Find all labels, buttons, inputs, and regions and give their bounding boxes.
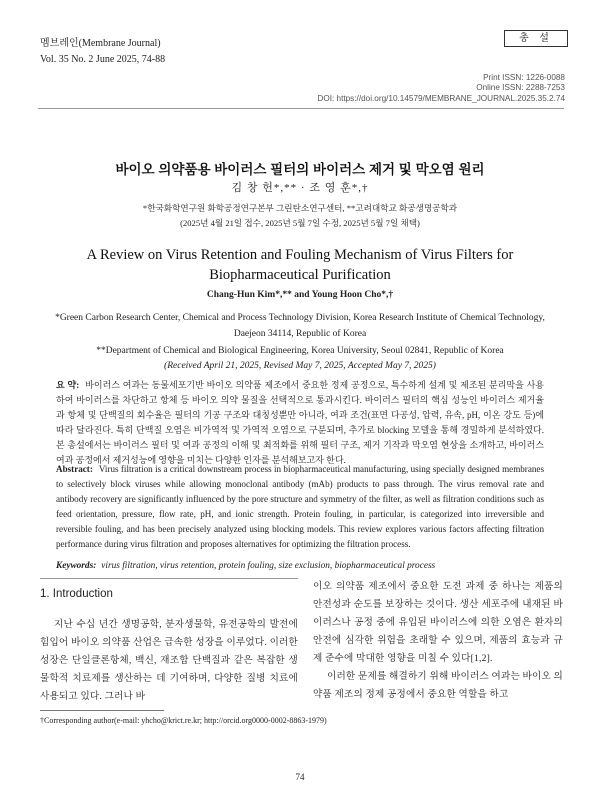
- header-divider: [38, 108, 564, 109]
- doi-link[interactable]: DOI: https://doi.org/10.14579/MEMBRANE_JOURNAL.2025.35.2.74: [317, 94, 565, 103]
- intro-right-column: [313, 578, 563, 704]
- english-affiliation-1: *Green Carbon Research Center, Chemical and Process Technology Division, Korea Research Institute of Chemical Technology,: [55, 313, 545, 323]
- online-issn: Online ISSN: 2288-7253: [476, 83, 565, 92]
- english-abstract-text: Virus filtration is a critical downstream process in biopharmaceutical manufacturing, using specially designed membranes to selectively block viruses while allowing monoclonal antibody (mAb) products to pass through. The virus removal rate and antibody recovery are significantly influenced by the pore structure and symmetry of the filter, as well as filtration conditions such as feed orientation, pressure, flow rate, pH, and ionic strength. Protein fouling, in particular, is categorized into irreversible and reversible fouling, and has been precisely analyzed using blocking models. This review explores various factors affecting filtration performance during virus filtration and proposes alternatives for optimizing the filtration process.: [56, 464, 544, 549]
- volume-issue: Vol. 35 No. 2 June 2025, 74-88: [40, 54, 166, 65]
- print-issn: Print ISSN: 1226-0088: [483, 73, 565, 82]
- english-title-line1: A Review on Virus Retention and Fouling Mechanism of Virus Filters for: [86, 247, 514, 263]
- korean-abstract: [56, 378, 544, 468]
- korean-title: 바이오 의약품용 바이러스 필터의 바이러스 제거 및 막오염 원리: [115, 162, 485, 177]
- english-abstract-label: Abstract:: [56, 464, 93, 474]
- page-number: 74: [295, 772, 305, 782]
- korean-affiliation: *한국화학연구원 화학공정연구본부 그린탄소연구센터, **고려대학교 화공생명공학과: [142, 203, 458, 213]
- korean-authors: 김 창 헌*,** · 조 영 훈*,†: [231, 182, 369, 194]
- english-affiliation-2: **Department of Chemical and Biological Engineering, Korea University, Seoul 02841, Republic of Korea: [96, 346, 504, 356]
- keywords-text: virus filtration, virus retention, protein fouling, size exclusion, biopharmaceutical process: [101, 561, 436, 571]
- keywords: [56, 561, 544, 571]
- korean-dates: (2025년 4월 21일 접수, 2025년 5월 7일 수정, 2025년 5월 7일 채택): [180, 218, 420, 228]
- english-title-line2: Biopharmaceutical Purification: [209, 267, 391, 283]
- korean-abstract-text: 바이러스 여과는 동물세포기반 바이오 의약품 제조에서 중요한 정제 공정으로, 특수하게 설계 및 제조된 분리막을 사용하여 바이러스를 차단하고 항체 등 바이오 의약 물질을 선택적으로 통과시킨다. 바이러스 필터의 핵심 성능인 바이러스 제거율과 항체 및 단백질의 회수율은 필터의 기공 구조와 대칭성뿐만 아니라, 여과 조건(표면 다공성, 압력, 유속, pH, 이온 강도 등)에 따라 달라진다. 특히 단백질 오염은 비가역적 및 가역적 오염으로 구분되며, 추가로 blocking 모델을 통해 경밀하게 분석하였다. 본 총설에서는 바이러스 필터 및 여과 공정의 이해 및 최적화를 위해 필터 구조, 제거 기작과 막오염 현상을 소개하고, 바이러스 여과 공정에서 제거성능에 영향을 미치는 다양한 인자를 분석해보고자 한다.: [56, 380, 544, 465]
- english-dates: (Received April 21, 2025, Revised May 7, 2025, Accepted May 7, 2025): [164, 361, 436, 371]
- footnote: †Corresponding author(e-mail: yhcho@krict.re.kr; http://orcid.org0000-0002-8863-1979): [40, 716, 327, 725]
- section-divider: [40, 578, 298, 579]
- intro-right-paragraph-1: 이오 의약품 제조에서 중요한 도전 과제 중 하나는 제품의 안전성과 순도를 보장하는 것이다. 생산 세포주에 내재된 바이러스나 공정 중에 유입된 바이러스에 의한 오염은 환자의 안전에 심각한 위험을 초래할 수 있으며, 제품의 효능과 규제 준수에 막대한 영향을 미칠 수 있다[1,2].: [313, 581, 563, 664]
- english-abstract: [56, 462, 544, 552]
- keywords-label: Keywords:: [56, 561, 97, 571]
- english-authors: Chang-Hun Kim*,** and Young Hoon Cho*,†: [206, 290, 394, 300]
- korean-abstract-label: 요 약:: [56, 380, 80, 390]
- intro-heading: 1. Introduction: [40, 588, 113, 600]
- footnote-divider: [40, 710, 164, 711]
- article-type-badge: 총 설: [504, 30, 568, 47]
- journal-name: 멤브레인(Membrane Journal): [40, 38, 161, 49]
- intro-left-column: 지난 수십 년간 생명공학, 분자생물학, 유전공학의 발전에 힘입어 바이오 의약품 산업은 급속한 성장을 이루었다. 이러한 성장은 단일클론항체, 백신, 재조합 단백질과 같은 복잡한 생물학적 치료제를 생산하는 데 기여하며, 다양한 질병 치료에 사용되고 있다. 그러나 바: [40, 619, 298, 702]
- english-affiliation-1-city: Daejeon 34114, Republic of Korea: [233, 329, 367, 339]
- intro-right-paragraph-2: 이러한 문제를 해결하기 위해 바이러스 여과는 바이오 의약품 제조의 정제 공정에서 중요한 역할을 하고: [313, 671, 563, 700]
